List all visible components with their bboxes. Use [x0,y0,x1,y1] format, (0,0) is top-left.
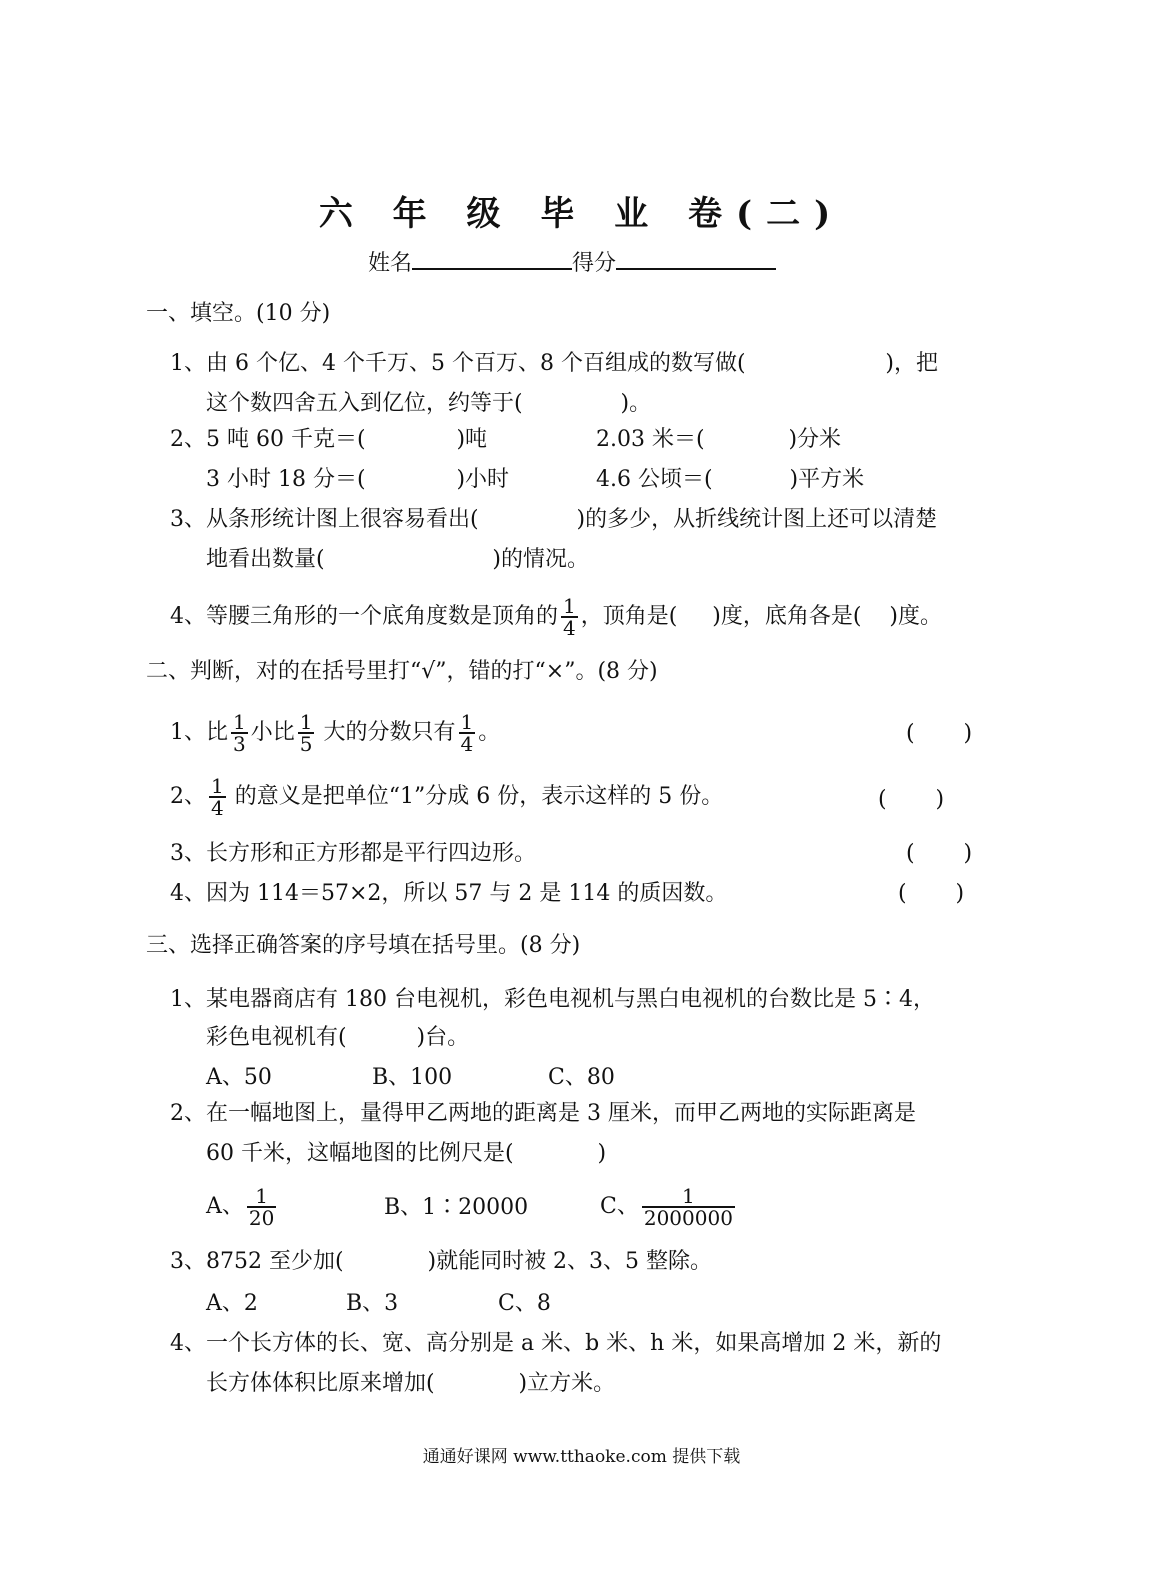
score-blank[interactable] [616,246,776,270]
fraction-denominator: 4 [563,616,576,640]
s1-q4 [170,592,942,642]
fraction [209,776,226,818]
s2-q2 [170,772,723,822]
s1-q1-line1: 1、由 6 个亿、4 个千万、5 个百万、8 个百组成的数写做( )，把 [170,351,938,376]
fraction-numerator: 1 [299,710,313,734]
s3-q1-option-b: B、100 [372,1065,453,1090]
s3-q1-option-a: A、50 [206,1065,272,1090]
fraction [231,712,248,754]
fraction-denominator: 3 [233,732,246,756]
s2-q1-text-4: 。 [478,720,501,745]
s3-q2-option-c [600,1182,738,1232]
name-label: 姓名 [368,251,413,276]
s2-q4-answer-bracket[interactable]: ( ) [898,881,965,906]
fraction [459,712,476,754]
fraction [561,596,578,638]
fraction-numerator: 1 [233,710,246,734]
s2-q1-answer-bracket[interactable]: ( ) [906,721,973,746]
s3-q2-option-b: B、1∶20000 [384,1195,529,1220]
fraction [247,1186,276,1228]
s1-q3-line1: 3、从条形统计图上很容易看出( )的多少，从折线统计图上还可以清楚 [170,507,938,532]
fraction-denominator: 4 [211,796,224,820]
fraction-denominator: 4 [460,732,474,756]
fraction-numerator: 1 [211,774,224,798]
s3-q3-option-c: C、8 [498,1291,551,1316]
s1-q4-text-pre: 4、等腰三角形的一个底角度数是顶角的 [170,604,558,629]
fraction-denominator: 2000000 [643,1206,733,1230]
section-3-heading: 三、选择正确答案的序号填在括号里。(8 分) [146,933,581,958]
fraction [642,1186,735,1228]
fraction [298,712,315,754]
option-label: C、 [600,1194,639,1219]
s1-q3-line2: 地看出数量( )的情况。 [206,547,590,572]
s3-q4-line2: 长方体体积比原来增加( )立方米。 [206,1371,616,1396]
s1-q2-line2-left: 3 小时 18 分＝( )小时 [206,467,510,492]
s1-q1-line2: 这个数四舍五入到亿位，约等于( )。 [206,391,652,416]
s2-q3-answer-bracket[interactable]: ( ) [906,841,973,866]
name-blank[interactable] [412,246,572,270]
section-2-heading: 二、判断，对的在括号里打“√”，错的打“×”。(8 分) [146,659,658,684]
option-label: A、 [206,1194,244,1219]
footer-credit: 通通好课网 www.tthaoke.com 提供下载 [422,1447,741,1467]
s3-q2-line2: 60 千米，这幅地图的比例尺是( ) [206,1141,607,1166]
s3-q3: 3、8752 至少加( )就能同时被 2、3、5 整除。 [170,1249,713,1274]
section-1-heading: 一、填空。(10 分) [146,301,331,326]
s1-q2-line2-right: 4.6 公顷＝( )平方米 [596,467,865,492]
fraction-numerator: 1 [682,1184,695,1208]
s2-q4: 4、因为 114＝57×2，所以 57 与 2 是 114 的质因数。 [170,881,728,906]
fraction-numerator: 1 [255,1184,268,1208]
s3-q4-line1: 4、一个长方体的长、宽、高分别是 a 米、b 米、h 米，如果高增加 2 米，新的 [170,1331,942,1356]
s1-q2-line1-right: 2.03 米＝( )分米 [596,427,842,452]
s3-q3-option-b: B、3 [346,1291,399,1316]
s3-q1-line2: 彩色电视机有( )台。 [206,1025,470,1050]
fraction-denominator: 20 [248,1206,275,1230]
s1-q2-line1-left: 2、5 吨 60 千克＝( )吨 [170,427,488,452]
s3-q1-option-c: C、80 [548,1065,615,1090]
fraction-denominator: 5 [299,732,313,756]
s2-q2-text-1: 2、 [170,784,206,809]
s2-q3: 3、长方形和正方形都是平行四边形。 [170,841,536,866]
s1-q4-text-post: ，顶角是( )度，底角各是( )度。 [580,604,943,629]
page-title: 六 年 级 毕 业 卷(二) [318,194,845,234]
s2-q1-text-1: 1、比 [170,720,228,745]
fraction-numerator: 1 [563,594,576,618]
score-label: 得分 [572,251,617,276]
s2-q2-text-2: 的意义是把单位“1”分成 6 份，表示这样的 5 份。 [234,784,724,809]
s3-q3-option-a: A、2 [206,1291,258,1316]
s2-q2-answer-bracket[interactable]: ( ) [878,787,945,812]
s3-q2-line1: 2、在一幅地图上，量得甲乙两地的距离是 3 厘米，而甲乙两地的实际距离是 [170,1101,916,1126]
s3-q2-option-a [206,1182,279,1232]
s3-q1-line1: 1、某电器商店有 180 台电视机，彩色电视机与黑白电视机的台数比是 5∶4， [170,987,935,1012]
fraction-numerator: 1 [460,710,474,734]
s2-q1-text-3: 大的分数只有 [323,720,456,745]
name-score-line [368,246,776,278]
s2-q1-text-2: 小比 [250,720,295,745]
s2-q1 [170,708,500,758]
